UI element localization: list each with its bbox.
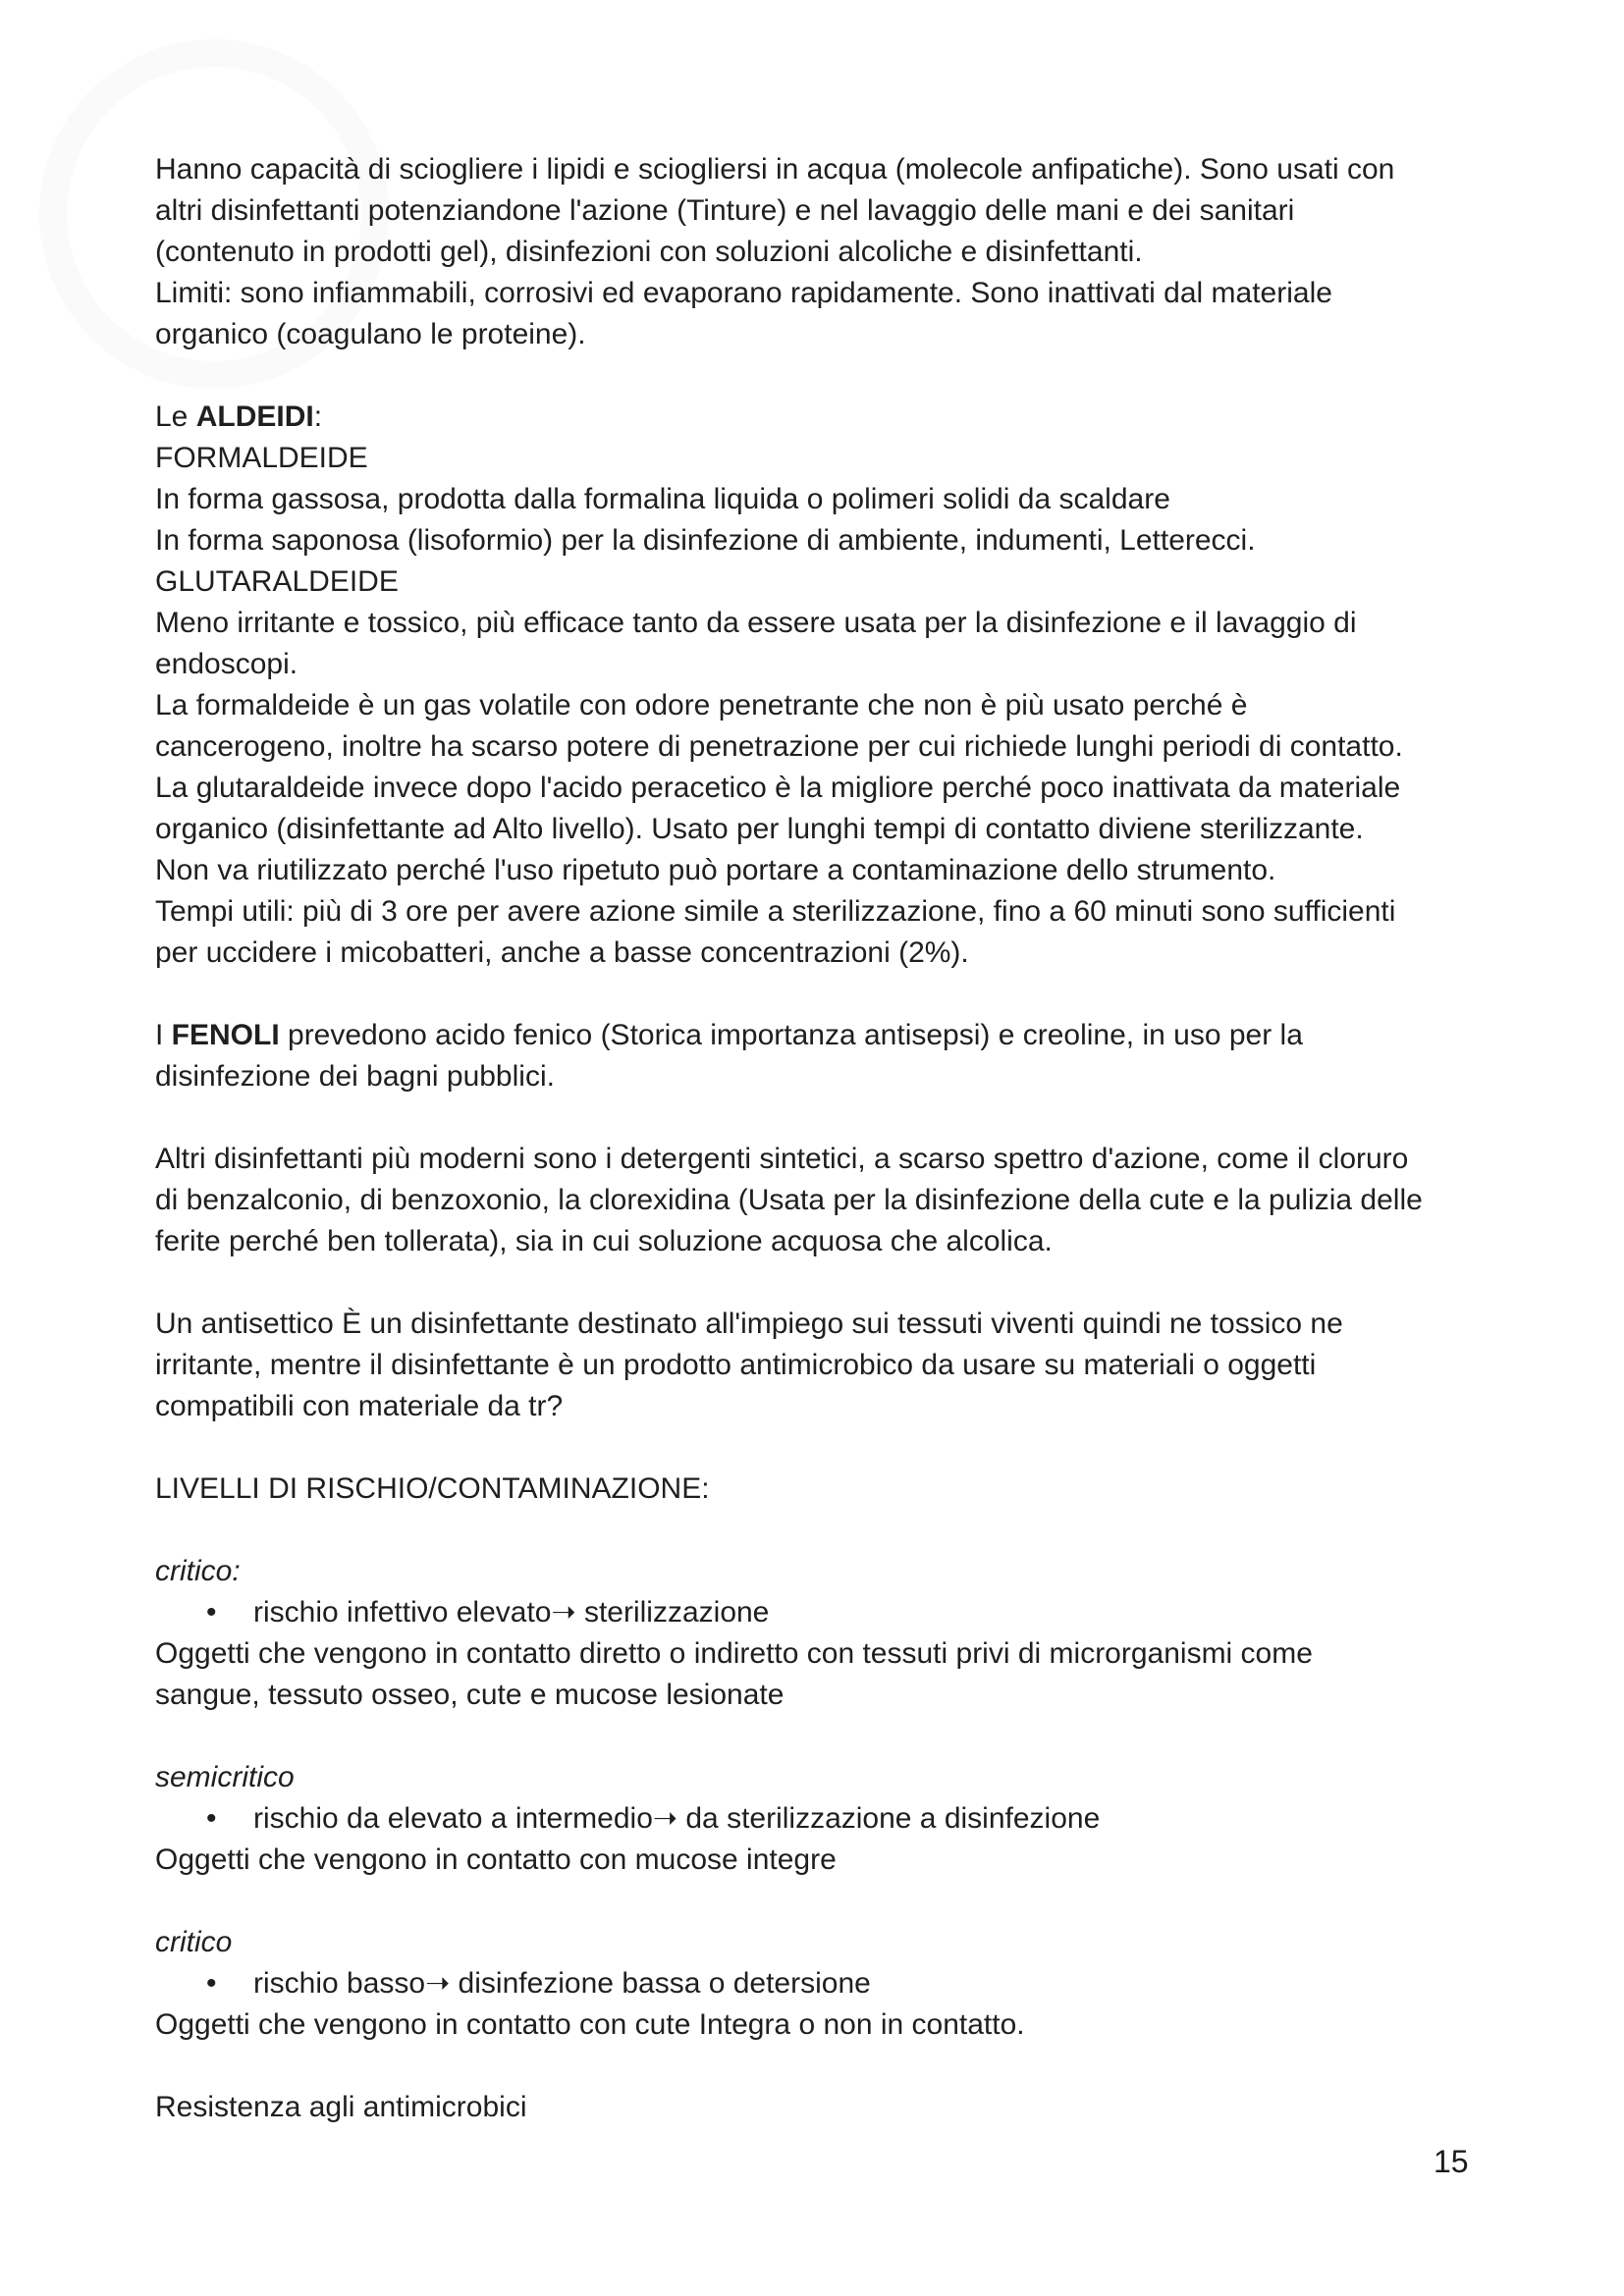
section-aldeidi — [155, 397, 1471, 974]
aldeidi-intro-prefix: Le — [155, 400, 196, 433]
bullet-icon: • — [206, 1967, 217, 2000]
bullet-icon: • — [206, 1802, 217, 1835]
glutaraldeide-heading: GLUTARALDEIDE — [155, 565, 399, 598]
text-line: Oggetti che vengono in contatto diretto o indiretto con tessuti privi di microrganismi come — [155, 1637, 1313, 1670]
fenoli-heading-bold: FENOLI — [171, 1019, 280, 1051]
document-page — [155, 149, 1471, 2128]
text-line: Oggetti che vengono in contatto con cute Integra o non in contatto. — [155, 2008, 1025, 2041]
resistenza-heading: Resistenza agli antimicrobici — [155, 2091, 527, 2123]
text-line: In forma saponosa (lisoformio) per la disinfezione di ambiente, indumenti, Letterecci. — [155, 524, 1256, 557]
page-number: 15 — [1434, 2144, 1469, 2179]
livelli-heading-block — [155, 1468, 1471, 1510]
livello-label: critico — [155, 1926, 233, 1958]
text-line: Non va riutilizzato perché l'uso ripetuto può portare a contaminazione dello strumento. — [155, 854, 1276, 886]
bullet-item — [155, 1963, 1471, 2004]
text-line: Meno irritante e tossico, più efficace tanto da essere usata per la disinfezione e il lavaggio di — [155, 607, 1357, 639]
text-line: La formaldeide è un gas volatile con odore penetrante che non è più usato perché è — [155, 689, 1248, 721]
bullet-text: rischio infettivo elevato➝ sterilizzazione — [253, 1596, 770, 1629]
livello-semicritico — [155, 1757, 1471, 1881]
text-line: In forma gassosa, prodotta dalla formalina liquida o polimeri solidi da scaldare — [155, 483, 1170, 515]
text-line: compatibili con materiale da tr? — [155, 1390, 564, 1422]
text-line: disinfezione dei bagni pubblici. — [155, 1060, 555, 1093]
text-line: Hanno capacità di sciogliere i lipidi e sciogliersi in acqua (molecole anfipatiche). Sono usati con — [155, 153, 1395, 186]
text-line: organico (disinfettante ad Alto livello). Usato per lunghi tempi di contatto diviene sterilizzante. — [155, 813, 1364, 845]
bullet-item — [155, 1798, 1471, 1840]
aldeidi-heading-bold: ALDEIDI — [195, 400, 314, 433]
paragraph-fenoli — [155, 1015, 1471, 1097]
text-line: (contenuto in prodotti gel), disinfezioni con soluzioni alcoliche e disinfettanti. — [155, 236, 1143, 268]
aldeidi-intro — [155, 397, 1471, 438]
bullet-text: rischio da elevato a intermedio➝ da sterilizzazione a disinfezione — [253, 1802, 1101, 1835]
text-line: per uccidere i micobatteri, anche a basse concentrazioni (2%). — [155, 936, 969, 969]
text-line: Limiti: sono infiammabili, corrosivi ed evaporano rapidamente. Sono inattivati dal materiale — [155, 277, 1332, 309]
livello-label: critico: — [155, 1555, 241, 1587]
formaldeide-heading: FORMALDEIDE — [155, 442, 368, 474]
fenoli-line-1 — [155, 1015, 1471, 1056]
paragraph-antisettico — [155, 1304, 1471, 1427]
text-line: ferite perché ben tollerata), sia in cui soluzione acquosa che alcolica. — [155, 1225, 1053, 1257]
livelli-heading: LIVELLI DI RISCHIO/CONTAMINAZIONE: — [155, 1472, 710, 1505]
paragraph-altri — [155, 1139, 1471, 1262]
text-line: irritante, mentre il disinfettante è un prodotto antimicrobico da usare su materiali o oggetti — [155, 1349, 1317, 1381]
fenoli-prefix: I — [155, 1019, 172, 1051]
livello-label: semicritico — [155, 1761, 295, 1793]
text-line: Altri disinfettanti più moderni sono i detergenti sintetici, a scarso spettro d'azione, come il cloruro — [155, 1143, 1409, 1175]
text-line: Un antisettico È un disinfettante destinato all'impiego sui tessuti viventi quindi ne tossico ne — [155, 1308, 1343, 1340]
fenoli-line-rest: prevedono acido fenico (Storica importanza antisepsi) e creoline, in uso per la — [279, 1019, 1303, 1051]
bullet-item — [155, 1592, 1471, 1633]
text-line: sangue, tessuto osseo, cute e mucose lesionate — [155, 1679, 785, 1711]
text-line: La glutaraldeide invece dopo l'acido peracetico è la migliore perché poco inattivata da materiale — [155, 772, 1401, 804]
text-line: organico (coagulano le proteine). — [155, 318, 586, 350]
livello-non-critico — [155, 1922, 1471, 2046]
text-line: di benzalconio, di benzoxonio, la clorexidina (Usata per la disinfezione della cute e la pulizia delle — [155, 1184, 1423, 1216]
text-line: endoscopi. — [155, 648, 298, 680]
text-line: cancerogeno, inoltre ha scarso potere di penetrazione per cui richiede lunghi periodi di contatto. — [155, 730, 1403, 763]
bullet-icon: • — [206, 1596, 217, 1629]
paragraph-alcoli — [155, 149, 1471, 355]
text-line: Tempi utili: più di 3 ore per avere azione simile a sterilizzazione, fino a 60 minuti sono sufficienti — [155, 895, 1396, 928]
livello-critico — [155, 1551, 1471, 1716]
paragraph-resistenza — [155, 2087, 1471, 2128]
text-line: Oggetti che vengono in contatto con mucose integre — [155, 1843, 837, 1876]
text-line: altri disinfettanti potenziandone l'azione (Tinture) e nel lavaggio delle mani e dei sanitari — [155, 194, 1295, 227]
bullet-text: rischio basso➝ disinfezione bassa o detersione — [253, 1967, 871, 2000]
aldeidi-intro-suffix: : — [313, 400, 323, 433]
